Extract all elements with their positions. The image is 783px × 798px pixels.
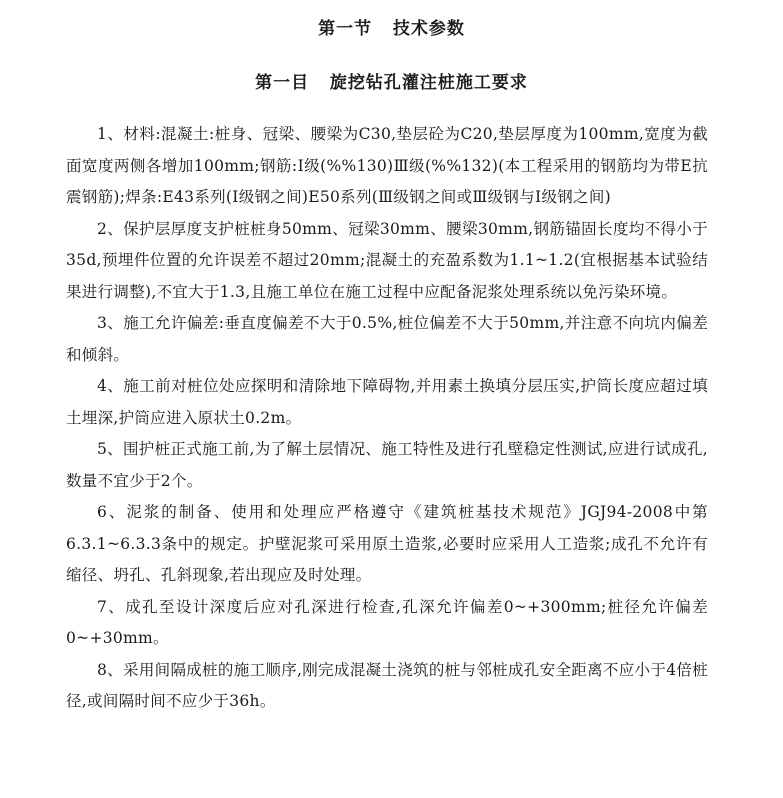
paragraph-4: 4、施工前对桩位处应探明和清除地下障碍物,并用素土换填分层压实,护筒长度应超过填土埋深,护筒应进入原状土0.2m。 xyxy=(66,377,708,427)
paragraph-7: 7、成孔至设计深度后应对孔深进行检查,孔深允许偏差0~+300mm;桩径允许偏差0~+30mm。 xyxy=(66,597,708,647)
section-title: 第一节 技术参数 xyxy=(318,19,465,39)
paragraph-8: 8、采用间隔成桩的施工顺序,刚完成混凝土浇筑的桩与邻桩成孔安全距离不应小于4倍桩径,或间隔时间不应少于36h。 xyxy=(66,660,708,710)
paragraph-1: 1、材料:混凝土:桩身、冠梁、腰梁为C30,垫层砼为C20,垫层厚度为100mm,宽度为截面宽度两侧各增加100mm;钢筋:Ⅰ级(%%130)Ⅲ级(%%132)(本工程采用的钢筋均为带E抗震钢筋);焊条:E43系列(Ⅰ级钢之间)E50系列(Ⅲ级钢之间或Ⅲ级钢与Ⅰ级钢之间) xyxy=(66,125,708,206)
subsection-title: 第一目 旋挖钻孔灌注桩施工要求 xyxy=(255,73,528,93)
document-body xyxy=(66,119,708,718)
paragraph-2: 2、保护层厚度支护桩桩身50mm、冠梁30mm、腰梁30mm,钢筋锚固长度均不得小于35d,预埋件位置的允许误差不超过20mm;混凝土的充盈系数为1.1~1.2(宜根据基本试验结果进行调整),不宜大于1.3,且施工单位在施工过程中应配备泥浆处理系统以免污染环境。 xyxy=(66,219,708,301)
paragraph-6: 6、泥浆的制备、使用和处理应严格遵守《建筑桩基技术规范》JGJ94-2008中第6.3.1~6.3.3条中的规定。护壁泥浆可采用原土造浆,必要时应采用人工造浆;成孔不允许有缩径、坍孔、孔斜现象,若出现应及时处理。 xyxy=(66,503,708,584)
paragraph-5: 5、围护桩正式施工前,为了解土层情况、施工特性及进行孔壁稳定性测试,应进行试成孔,数量不宜少于2个。 xyxy=(66,440,708,490)
paragraph-3: 3、施工允许偏差:垂直度偏差不大于0.5%,桩位偏差不大于50mm,并注意不向坑内偏差和倾斜。 xyxy=(66,314,708,364)
